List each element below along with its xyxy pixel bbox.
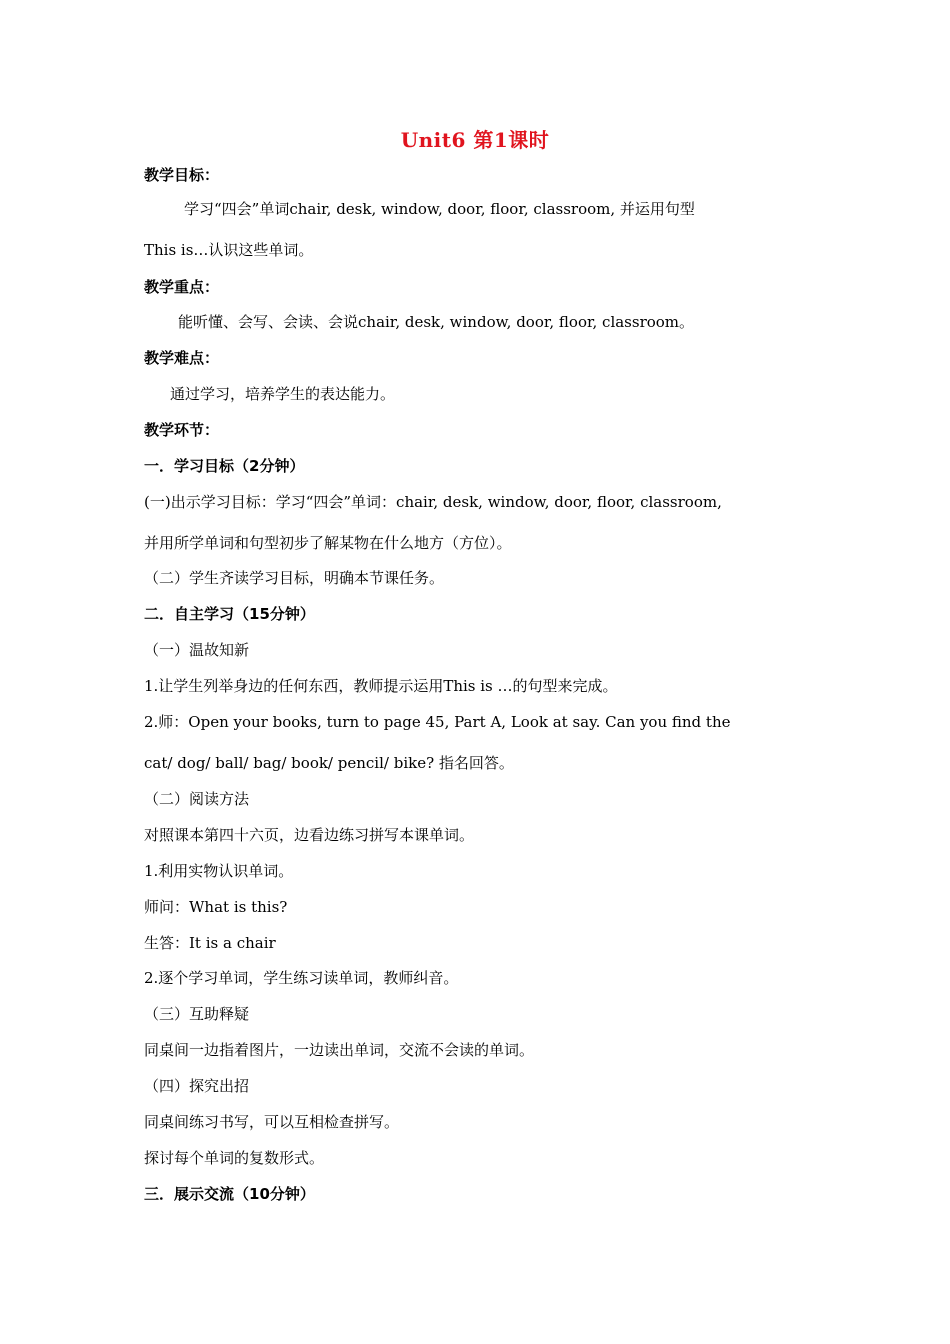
section2-student-answer: 生答：It is a chair (144, 934, 276, 952)
section2-item2-line2: cat/ dog/ ball/ bag/ book/ pencil/ bike? 指名回答。 (144, 754, 514, 772)
section2-teacher-question: 师问：What is this? (144, 898, 288, 916)
section2-read-intro: 对照课本第四十六页，边看边练习拼写本课单词。 (144, 826, 475, 844)
objectives-text-line1: 学习“四会”单词chair, desk, window, door, floor, classroom, 并运用句型 (184, 200, 695, 218)
section1-p1-line1: (一)出示学习目标：学习“四会”单词：chair, desk, window, door, floor, classroom, (144, 493, 722, 511)
difficulties-text: 通过学习，培养学生的表达能力。 (170, 385, 396, 403)
objectives-text-line2: This is…认识这些单词。 (144, 241, 314, 259)
section2-explore1: 同桌间练习书写，可以互相检查拼写。 (144, 1113, 400, 1131)
procedure-heading: 教学环节： (144, 421, 220, 439)
section2-sub3: （三）互助释疑 (144, 1005, 250, 1023)
section2-r1: 1.利用实物认识单词。 (144, 862, 294, 880)
section2-explore2: 探讨每个单词的复数形式。 (144, 1149, 325, 1167)
key-points-text: 能听懂、会写、会读、会说chair, desk, window, door, floor, classroom。 (178, 313, 695, 331)
objectives-heading: 教学目标： (144, 166, 220, 184)
section2-r2: 2.逐个学习单词，学生练习读单词，教师纠音。 (144, 969, 459, 987)
page-title: Unit6 第1课时 (400, 128, 550, 152)
section2-heading: 二．自主学习（15分钟） (144, 605, 315, 623)
section2-sub1: （一）温故知新 (144, 641, 250, 659)
section2-sub4: （四）探究出招 (144, 1077, 250, 1095)
section2-help-text: 同桌间一边指着图片，一边读出单词，交流不会读的单词。 (144, 1041, 535, 1059)
section2-item2-line1: 2.师：Open your books, turn to page 45, Part A, Look at say. Can you find the (144, 713, 731, 731)
section1-p2: （二）学生齐读学习目标，明确本节课任务。 (144, 569, 445, 587)
key-points-heading: 教学重点： (144, 278, 220, 296)
section2-item1: 1.让学生列举身边的任何东西，教师提示运用This is …的句型来完成。 (144, 677, 618, 695)
section2-sub2: （二）阅读方法 (144, 790, 250, 808)
difficulties-heading: 教学难点： (144, 349, 220, 367)
section3-heading: 三．展示交流（10分钟） (144, 1185, 315, 1203)
section1-heading: 一．学习目标（2分钟） (144, 457, 305, 475)
section1-p1-line2: 并用所学单词和句型初步了解某物在什么地方（方位）。 (144, 534, 512, 552)
